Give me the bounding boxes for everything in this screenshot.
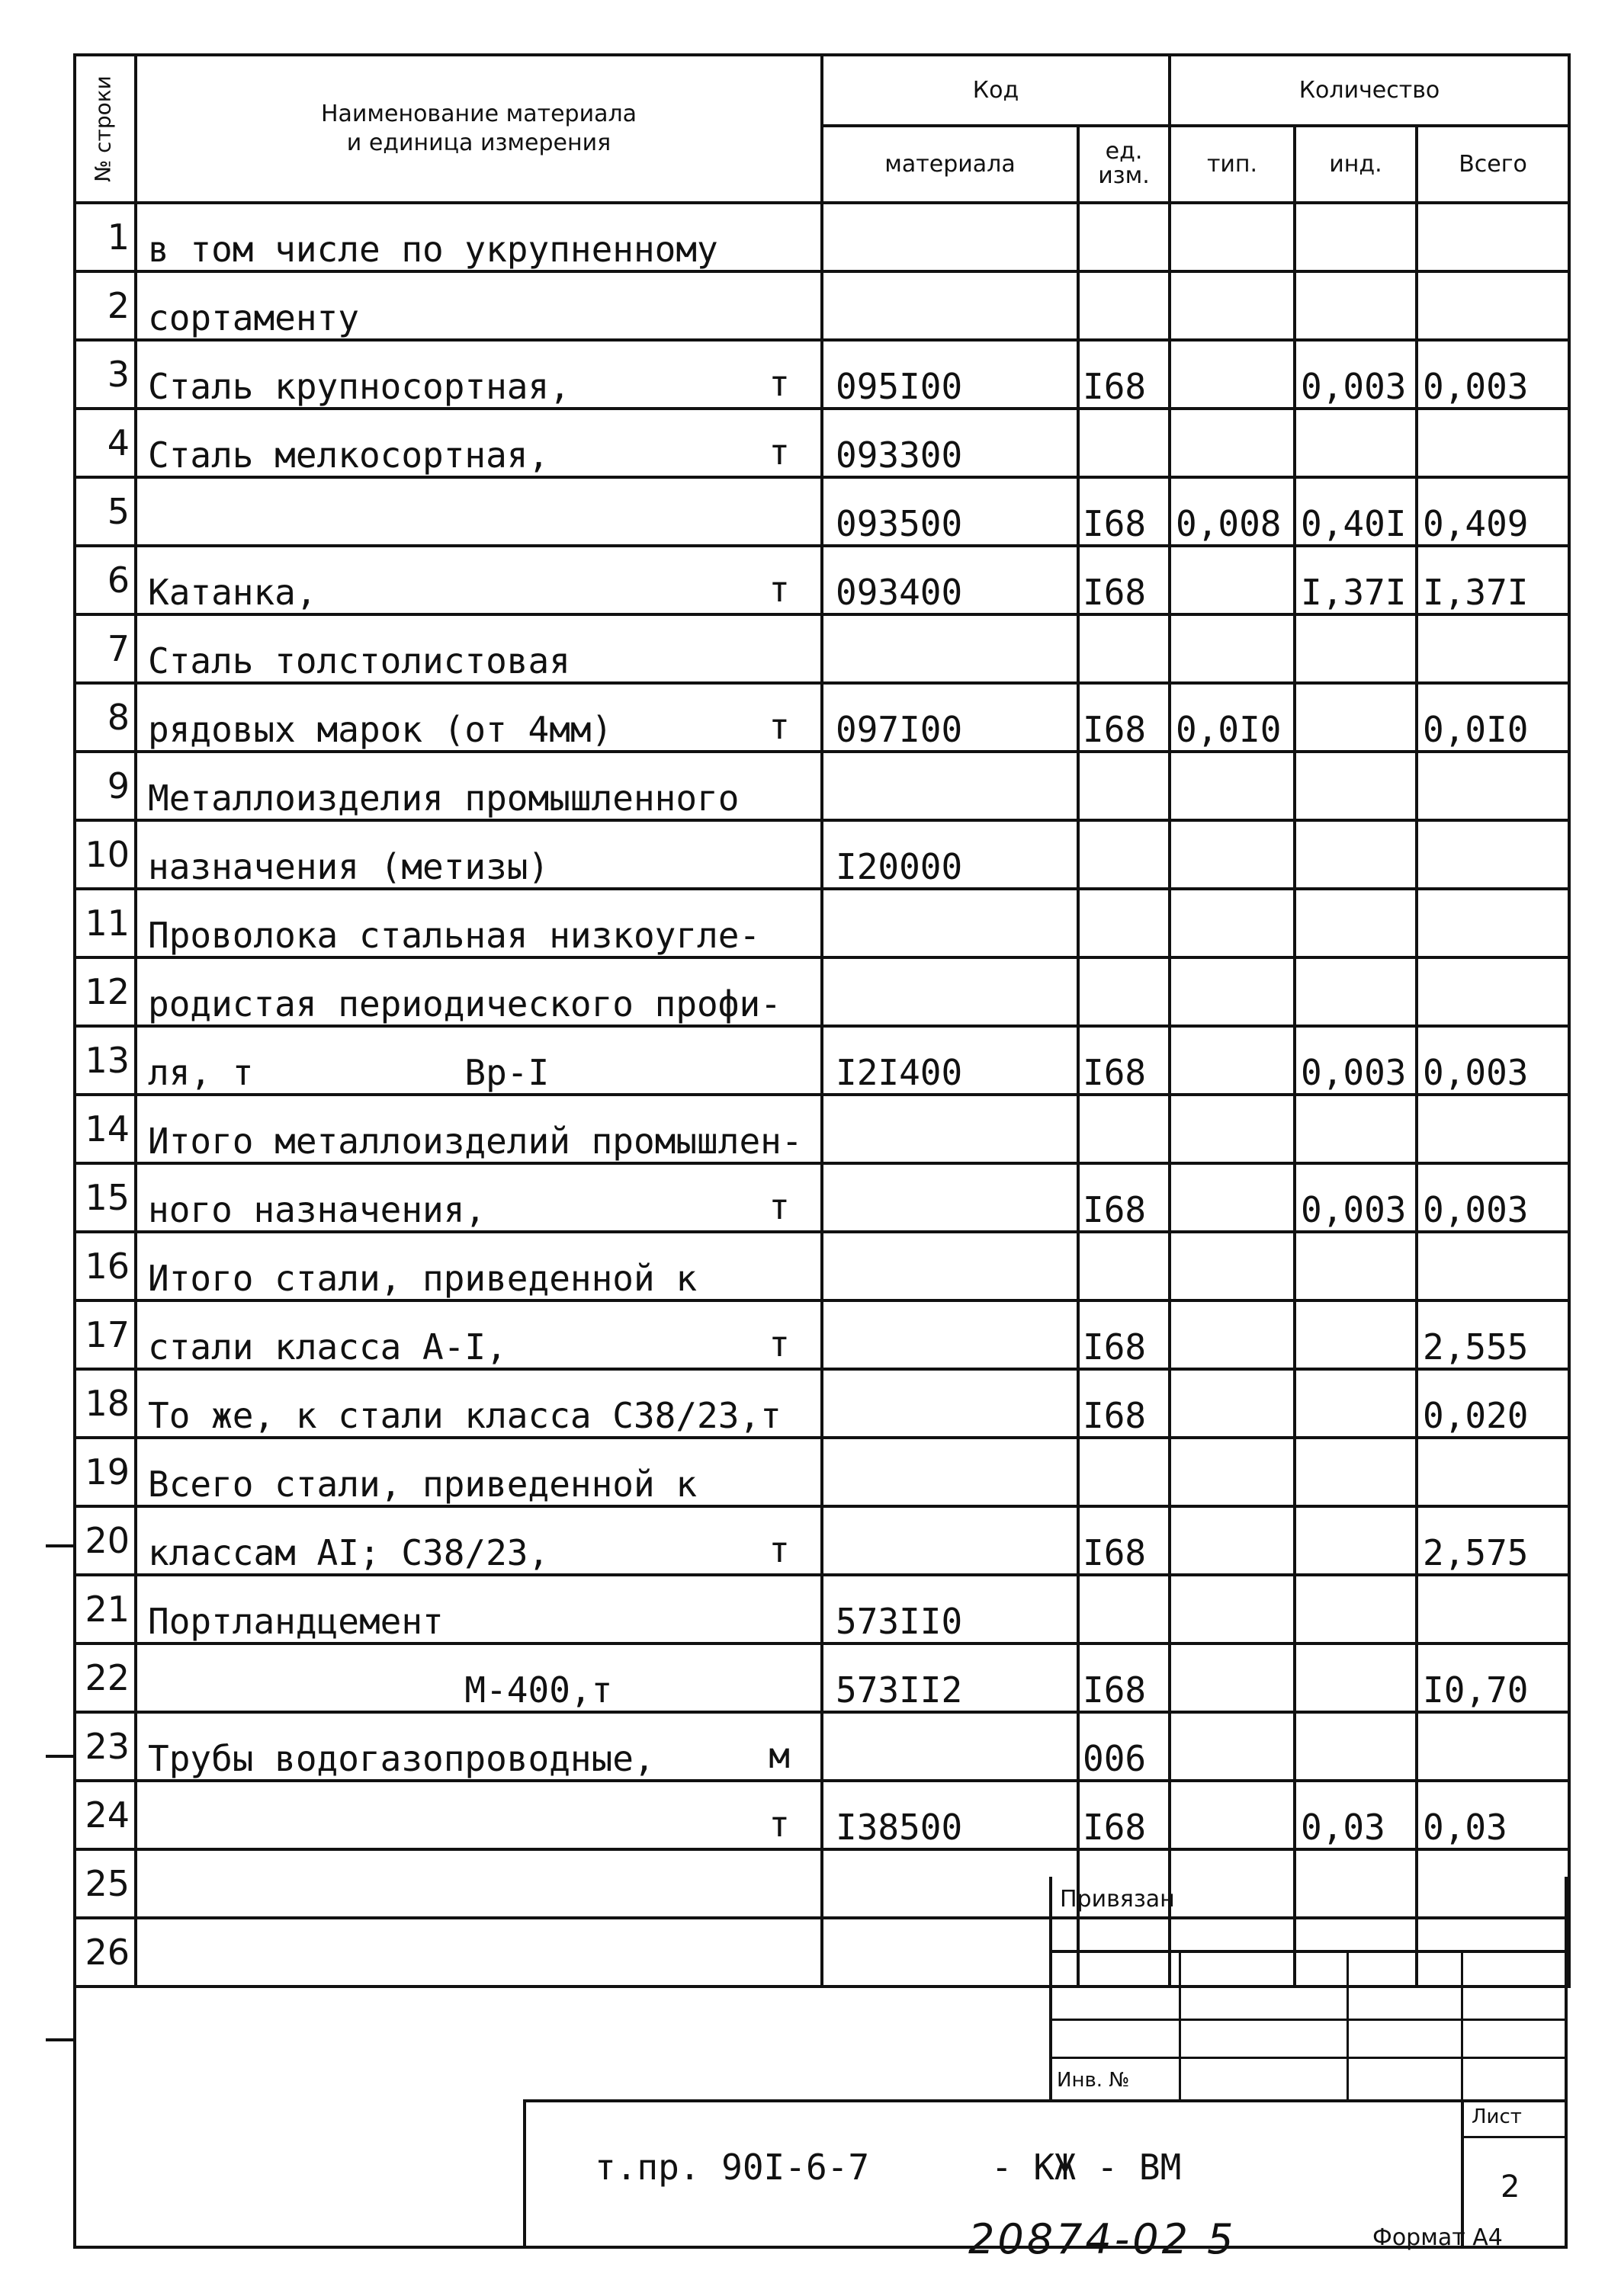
qty-ind: 0,003 [1295,340,1417,409]
material-code: 097I00 [822,683,1078,752]
material-code: I38500 [822,1781,1078,1849]
qty-total-header: Всего [1417,126,1569,203]
unit-code [1078,1095,1170,1163]
material-name [136,820,822,889]
material-name-text: классам АI; С38/23, [148,1532,550,1573]
material-name [136,1300,822,1369]
material-name-text: Сталь мелкосортная, [148,435,550,476]
unit-code [1078,889,1170,957]
margin-tick [46,2038,73,2041]
material-name [136,271,822,340]
unit-code: I68 [1078,1026,1170,1095]
qty-ind [1295,1300,1417,1369]
row-number: 14 [75,1095,136,1163]
table-row [75,546,1569,614]
material-name-text: М-400,т [148,1669,613,1711]
table-row [75,203,1569,271]
code-header: Код [822,55,1170,126]
material-name-text: ля, т Вр-I [148,1052,550,1093]
qty-typ [1170,1026,1295,1095]
row-number: 26 [75,1918,136,1987]
row-number: 1 [75,203,136,271]
table-row [75,1095,1569,1163]
material-unit: т [769,569,790,610]
unit-code: I68 [1078,1163,1170,1232]
material-name [136,1163,822,1232]
unit-code: I68 [1078,340,1170,409]
row-number: 2 [75,271,136,340]
material-code: 093400 [822,546,1078,614]
table-row [75,477,1569,546]
qty-ind [1295,1575,1417,1643]
material-unit: т [769,1323,790,1364]
material-code [822,1232,1078,1300]
qty-total: 0,003 [1417,340,1569,409]
unit-code [1078,1575,1170,1643]
qty-total: 0,020 [1417,1369,1569,1438]
qty-ind-header: инд. [1295,126,1417,203]
inventory-number-label: Инв. № [1057,2069,1130,2092]
qty-total: I0,70 [1417,1643,1569,1712]
table-row [75,1438,1569,1506]
unit-code: I68 [1078,1781,1170,1849]
material-name-text: в том числе по укрупненному [148,229,718,270]
material-code [822,1300,1078,1369]
qty-ind [1295,820,1417,889]
material-code [822,1506,1078,1575]
material-name [136,752,822,820]
sheet-label: Лист [1472,2105,1522,2128]
qty-total: 0,003 [1417,1163,1569,1232]
material-code [822,752,1078,820]
qty-typ [1170,546,1295,614]
qty-total [1417,1438,1569,1506]
row-number: 4 [75,409,136,477]
material-name [136,340,822,409]
table-row [75,409,1569,477]
material-name-text: Сталь крупносортная, [148,366,570,407]
unit-code: I68 [1078,477,1170,546]
qty-ind [1295,1369,1417,1438]
unit-code [1078,820,1170,889]
qty-ind [1295,614,1417,683]
row-number: 3 [75,340,136,409]
material-name-header: Наименование материала и единица измерения [136,55,822,203]
title-block [73,1877,1568,2249]
material-name [136,683,822,752]
row-number: 9 [75,752,136,820]
material-name-text: Итого металлоизделий промышлен- [148,1121,803,1162]
material-name-text: стали класса А-I, [148,1326,507,1368]
row-number: 11 [75,889,136,957]
row-number: 10 [75,820,136,889]
material-name-text: Портландцемент [148,1601,444,1642]
row-number: 6 [75,546,136,614]
table-row [75,957,1569,1026]
qty-total: 2,575 [1417,1506,1569,1575]
material-name [136,409,822,477]
qty-total [1417,889,1569,957]
material-name [136,1369,822,1438]
archive-stamp-number: 20874-02 5 [968,2215,1237,2263]
table-row [75,1300,1569,1369]
material-name [136,1506,822,1575]
material-name [136,1781,822,1849]
qty-typ: 0,0I0 [1170,683,1295,752]
table-row [75,752,1569,820]
qty-ind: 0,003 [1295,1026,1417,1095]
row-number: 21 [75,1575,136,1643]
unit-code [1078,1438,1170,1506]
unit-code [1078,614,1170,683]
table-row [75,1506,1569,1575]
material-name-text: сортаменту [148,297,359,338]
material-unit: т [769,1804,790,1845]
material-code [822,1095,1078,1163]
qty-ind [1295,1643,1417,1712]
qty-typ: 0,008 [1170,477,1295,546]
unit-code [1078,409,1170,477]
qty-total: 0,0I0 [1417,683,1569,752]
qty-typ [1170,820,1295,889]
table-row [75,340,1569,409]
qty-total [1417,271,1569,340]
sheet-number: 2 [1501,2169,1520,2205]
qty-ind [1295,1095,1417,1163]
qty-ind [1295,203,1417,271]
material-unit: т [769,706,790,747]
unit-code [1078,271,1170,340]
material-name [136,1095,822,1163]
qty-ind [1295,409,1417,477]
material-unit: т [769,1186,790,1227]
material-code [822,1712,1078,1781]
qty-total [1417,409,1569,477]
row-number: 18 [75,1369,136,1438]
unit-code: I68 [1078,1369,1170,1438]
unit-code: I68 [1078,683,1170,752]
material-unit: м [769,1735,790,1776]
document-sheet [73,53,1568,2249]
qty-ind: I,37I [1295,546,1417,614]
table-row [75,683,1569,752]
qty-total [1417,614,1569,683]
material-code [822,614,1078,683]
row-number: 8 [75,683,136,752]
material-code: 093300 [822,409,1078,477]
material-name [136,1712,822,1781]
material-name-text: То же, к стали класса С38/23,т [148,1395,782,1436]
material-code: 093500 [822,477,1078,546]
material-unit: т [769,1529,790,1570]
material-name-text: Катанка, [148,572,317,613]
row-number: 20 [75,1506,136,1575]
qty-typ [1170,1369,1295,1438]
qty-ind [1295,1232,1417,1300]
format-label: Формат А4 [1372,2224,1503,2251]
material-name [136,957,822,1026]
material-name-text: Трубы водогазопроводные, [148,1738,655,1779]
material-code [822,1369,1078,1438]
material-name [136,203,822,271]
material-name [136,477,822,546]
row-number: 22 [75,1643,136,1712]
material-name-text: Всего стали, приведенной к [148,1464,698,1505]
qty-typ [1170,889,1295,957]
material-name-text: назначения (метизы) [148,846,550,887]
row-number: 25 [75,1849,136,1918]
qty-typ [1170,957,1295,1026]
material-name [136,1026,822,1095]
material-code: I2I400 [822,1026,1078,1095]
unit-code [1078,1232,1170,1300]
row-number: 19 [75,1438,136,1506]
unit-code: I68 [1078,1300,1170,1369]
qty-total: I,37I [1417,546,1569,614]
row-number: 23 [75,1712,136,1781]
qty-ind: 0,03 [1295,1781,1417,1849]
material-name [136,889,822,957]
table-row [75,1712,1569,1781]
material-unit: т [769,431,790,473]
qty-total [1417,1575,1569,1643]
qty-typ [1170,340,1295,409]
unit-code: 006 [1078,1712,1170,1781]
table-row [75,1781,1569,1849]
material-name-text: Проволока стальная низкоугле- [148,915,761,956]
unit-code: I68 [1078,1506,1170,1575]
qty-typ [1170,1163,1295,1232]
qty-ind [1295,1506,1417,1575]
materials-table [73,53,1571,1988]
material-name-text: рядовых марок (от 4мм) [148,709,613,750]
table-row [75,1643,1569,1712]
qty-ind [1295,683,1417,752]
qty-ind [1295,1712,1417,1781]
qty-typ [1170,203,1295,271]
qty-total [1417,820,1569,889]
table-row [75,820,1569,889]
row-number: 13 [75,1026,136,1095]
material-code: 095I00 [822,340,1078,409]
qty-typ [1170,614,1295,683]
unit-code [1078,752,1170,820]
material-unit: т [769,363,790,404]
qty-total: 0,03 [1417,1781,1569,1849]
qty-typ [1170,1781,1295,1849]
row-number: 15 [75,1163,136,1232]
qty-typ [1170,752,1295,820]
qty-ind [1295,271,1417,340]
table-row [75,1163,1569,1232]
material-name-text: Сталь толстолистовая [148,640,570,681]
material-code [822,889,1078,957]
qty-typ [1170,1712,1295,1781]
qty-ind [1295,1438,1417,1506]
material-code [822,1163,1078,1232]
material-code [822,203,1078,271]
qty-total [1417,957,1569,1026]
qty-typ [1170,271,1295,340]
material-name [136,1643,822,1712]
material-code: I20000 [822,820,1078,889]
qty-total [1417,752,1569,820]
qty-typ [1170,1643,1295,1712]
qty-ind: 0,40I [1295,477,1417,546]
table-row [75,1369,1569,1438]
material-name [136,546,822,614]
material-name-text: Металлоизделия промышленного [148,778,740,819]
material-code: 573II0 [822,1575,1078,1643]
row-number: 24 [75,1781,136,1849]
qty-typ [1170,1232,1295,1300]
code-material-header: материала [822,126,1078,203]
row-number: 7 [75,614,136,683]
material-code: 573II2 [822,1643,1078,1712]
row-number: 16 [75,1232,136,1300]
material-code [822,957,1078,1026]
margin-tick [46,1544,73,1547]
row-number: 12 [75,957,136,1026]
table-row [75,1232,1569,1300]
qty-typ [1170,1506,1295,1575]
table-row [75,1026,1569,1095]
qty-total [1417,1712,1569,1781]
qty-typ [1170,1438,1295,1506]
qty-typ [1170,1300,1295,1369]
material-name-text: ного назначения, [148,1189,486,1230]
qty-typ [1170,1575,1295,1643]
qty-total [1417,1095,1569,1163]
qty-ind [1295,889,1417,957]
qty-ind: 0,003 [1295,1163,1417,1232]
qty-total: 2,555 [1417,1300,1569,1369]
qty-total: 0,409 [1417,477,1569,546]
unit-code: I68 [1078,546,1170,614]
unit-code [1078,957,1170,1026]
material-code [822,271,1078,340]
qty-total [1417,1232,1569,1300]
unit-code: I68 [1078,1643,1170,1712]
attached-label: Привязан [1060,1886,1175,1913]
qty-typ-header: тип. [1170,126,1295,203]
material-name [136,614,822,683]
row-number: 5 [75,477,136,546]
unit-code [1078,203,1170,271]
quantity-header: Количество [1170,55,1569,126]
row-number-header: № строки [75,55,136,203]
material-name-text: родистая периодического профи- [148,983,782,1025]
material-code [822,1438,1078,1506]
table-row [75,271,1569,340]
qty-ind [1295,957,1417,1026]
table-row [75,614,1569,683]
row-number: 17 [75,1300,136,1369]
designation-text: т.пр. 90I-6-7 - КЖ - ВМ [595,2147,1182,2188]
qty-total [1417,203,1569,271]
margin-tick [46,1755,73,1758]
material-name [136,1438,822,1506]
material-name-text: Итого стали, приведенной к [148,1258,698,1299]
qty-total: 0,003 [1417,1026,1569,1095]
qty-typ [1170,409,1295,477]
material-name [136,1575,822,1643]
code-unit-header: ед. изм. [1078,126,1170,203]
qty-ind [1295,752,1417,820]
material-name [136,1232,822,1300]
qty-typ [1170,1095,1295,1163]
table-row [75,1575,1569,1643]
table-row [75,889,1569,957]
